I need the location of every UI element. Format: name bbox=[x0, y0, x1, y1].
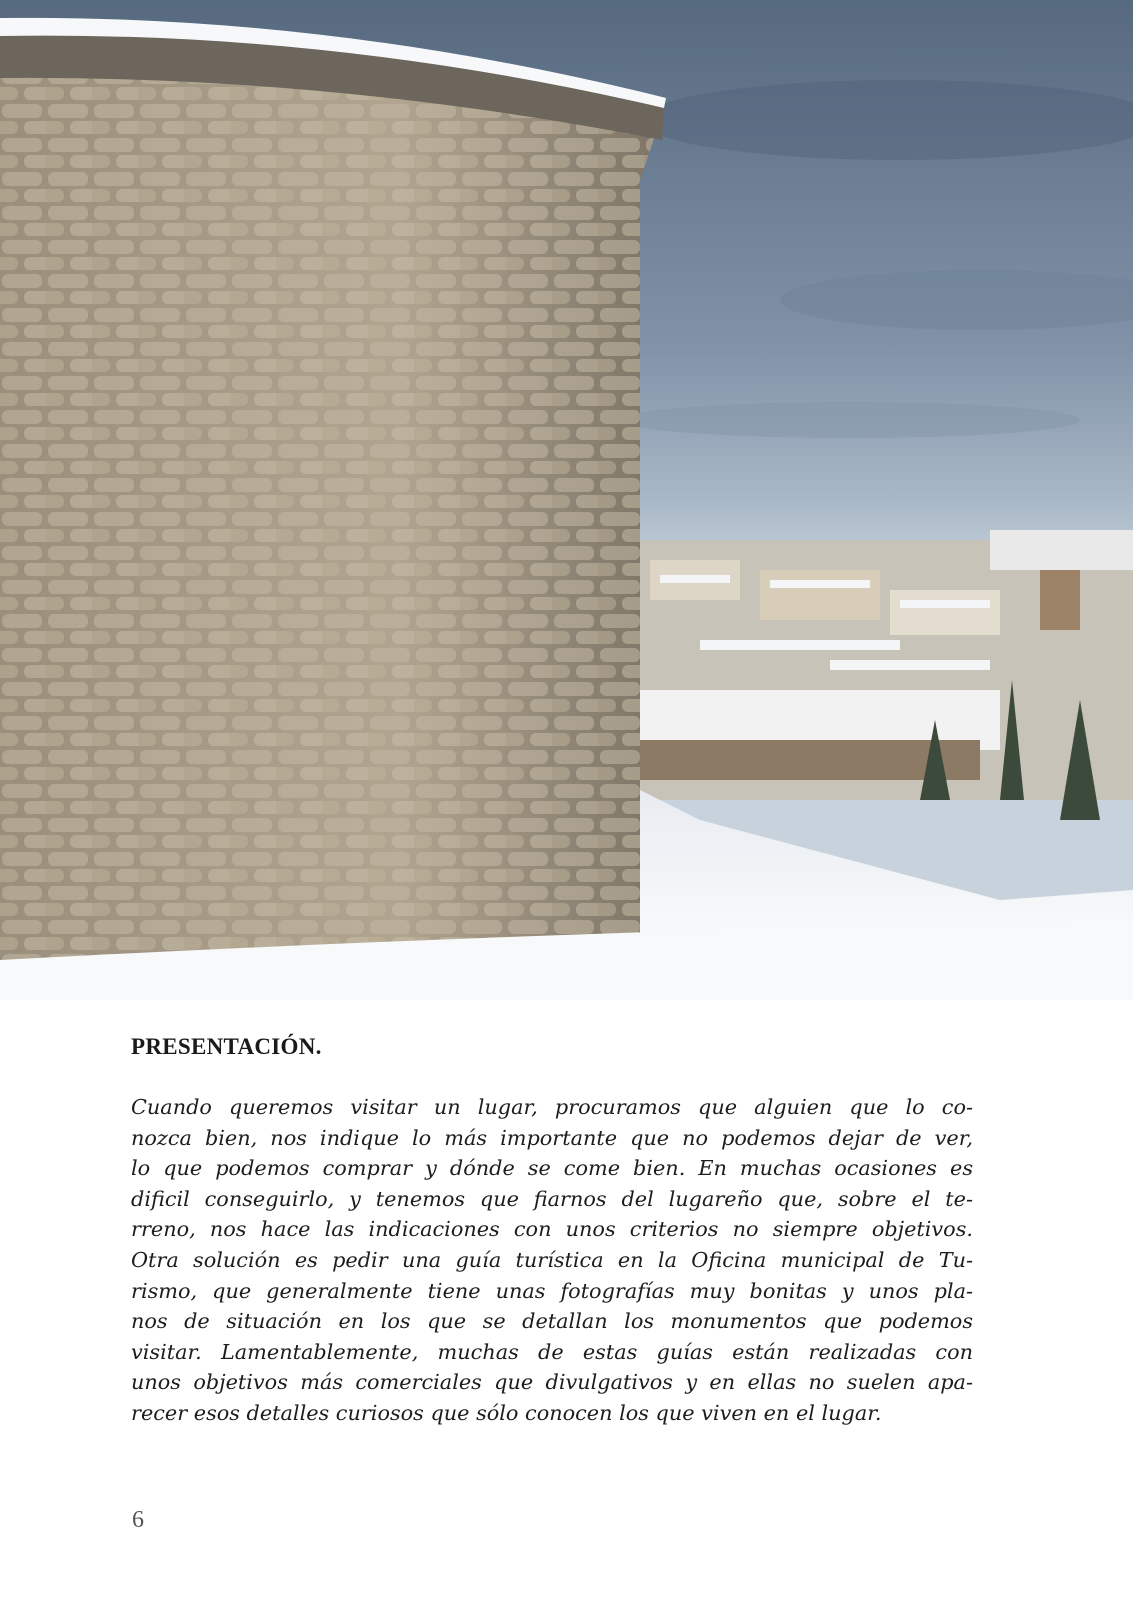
town bbox=[640, 530, 1133, 820]
paragraph-line: nos de situación en los que se detallan los monumentos que podemos bbox=[131, 1309, 973, 1334]
page-number: 6 bbox=[132, 1507, 144, 1533]
presentation-paragraph bbox=[131, 1092, 973, 1429]
paragraph-line: Cuando queremos visitar un lugar, procuramos que alguien que lo co- bbox=[131, 1095, 973, 1119]
paragraph-line: rreno, nos hace las indicaciones con unos criterios no siempre objetivos. bbox=[131, 1217, 973, 1242]
paragraph-line: visitar. Lamentablemente, muchas de estas guías están realizadas con bbox=[131, 1339, 973, 1364]
paragraph-line: lo que podemos comprar y dónde se come bien. En muchas ocasiones es bbox=[131, 1156, 973, 1181]
paragraph-line: rismo, que generalmente tiene unas fotografías muy bonitas y unos pla- bbox=[131, 1278, 973, 1303]
section-title: PRESENTACIÓN. bbox=[131, 1034, 322, 1059]
paragraph-line: Otra solución es pedir una guía turística en la Oficina municipal de Tu- bbox=[131, 1247, 973, 1272]
paragraph-line: nozca bien, nos indique lo más importante que no podemos dejar de ver, bbox=[131, 1125, 973, 1150]
paragraph-line: unos objetivos más comerciales que divulgativos y en ellas no suelen apa- bbox=[131, 1370, 973, 1395]
paragraph-line: dificil conseguirlo, y tenemos que fiarnos del lugareño que, sobre el te- bbox=[131, 1186, 973, 1211]
paragraph-line: recer esos detalles curiosos que sólo conocen los que viven en el lugar. bbox=[131, 1400, 882, 1425]
